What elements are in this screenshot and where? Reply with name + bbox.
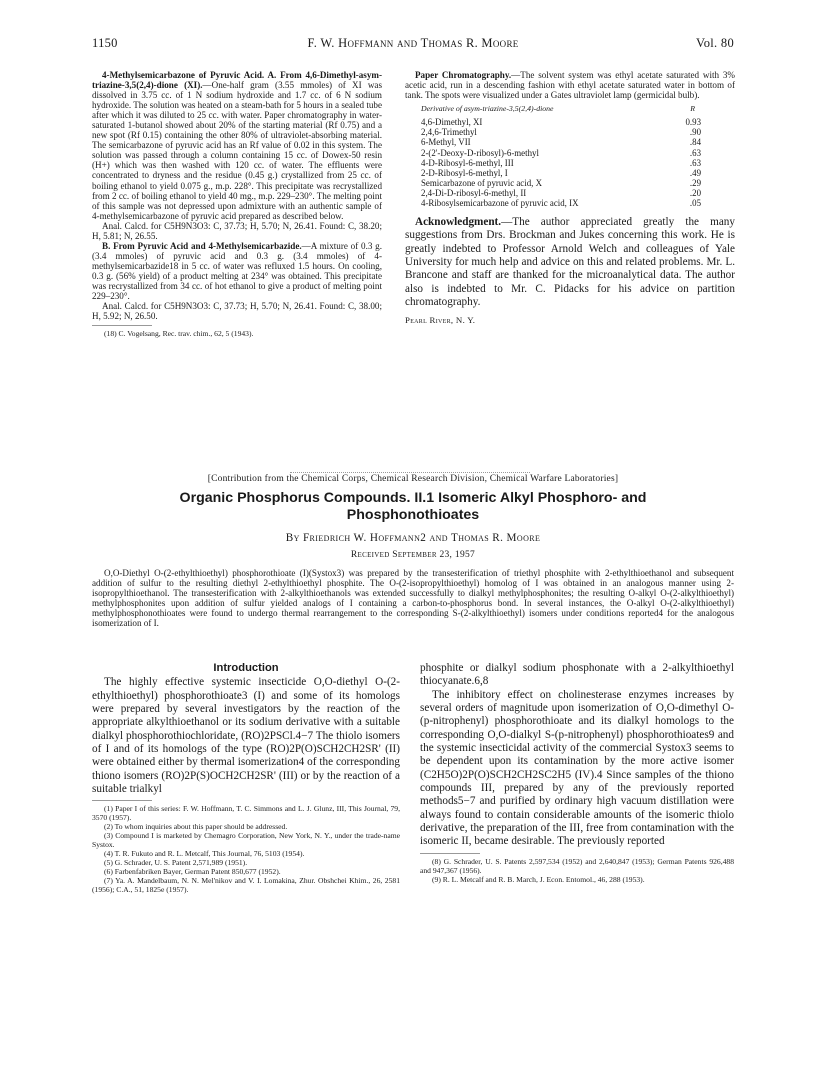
rf-table-row [405, 137, 735, 147]
rf-value: .63 [689, 147, 701, 158]
ack-text: —The author appreciated greatly the many suggestions from Drs. Brockman and Jukes concerning this work. He is greatly indebted to Professor Arnold Welch and colleagues of Yale University for much help and advice on this and related problems. Mr. L. Brancone and staff are thanked for the microanalytical data. The author also is indebted to Mr. C. Pidacks for his advice on partition chromatography. [405, 216, 735, 308]
introduction-heading: Introduction [213, 662, 279, 674]
rf-table-row [405, 117, 735, 127]
article-title-line1: Organic Phosphorus Compounds. II.1 Isomeric Alkyl Phosphoro- and [179, 490, 647, 506]
anal-a: Anal. Calcd. for C5H9N3O3: C, 37.73; H, 5.70; N, 26.41. Found: C, 38.20; H, 5.81; N, 26.55. [92, 220, 382, 241]
intro-right-paragraph-1: phosphite or dialkyl sodium phosphonate with a 2-alkylthioethyl thiocyanate.6,8 [420, 662, 734, 688]
article-authors: By Friedrich W. Hoffmann2 and Thomas R. Moore [285, 532, 541, 544]
rf-compound-name: 2-(2'-Deoxy-D-ribosyl)-6-methyl [421, 147, 539, 158]
paper-chrom-text: —The solvent system was ethyl acetate saturated with 3% acetic acid, run in a descending fashion with ethyl acetate saturated water in bottom of tank. The spots were visualized under a Gates ultraviolet lamp (germicidal bulb). [405, 70, 735, 101]
previous-article-right-column [405, 70, 735, 325]
previous-article-left-column [92, 70, 382, 338]
footnote-rule-left [92, 800, 152, 801]
footnote: (9) R. L. Metcalf and R. B. March, J. Econ. Entomol., 46, 288 (1953). [432, 874, 645, 884]
rf-table-row [405, 198, 735, 208]
rf-table [405, 104, 735, 208]
rf-table-header-rf: R [690, 104, 695, 114]
received-date: Received September 23, 1957 [350, 550, 476, 560]
intro-left-paragraph: The highly effective systemic insecticide O,O-diethyl O-(2-ethylthioethyl) phosphorothioate3 (I) and some of its homologs were prepared by several investigators by the reaction of the appropriate alkylthioethanol or its sodium derivative with a suitable dialkyl phosphorothiochloridate, (RO)2PSCl.4−7 The thiolo isomers of I and of its homologs of the type (RO)2P(O)SCH2CH2SR' (II) were obtained either by thermal isomerization4 of the corresponding thiono isomers (RO)2P(S)OCH2CH2SR' (III) or by the reaction of a suitable trialkyl [92, 676, 400, 796]
rf-value: .90 [689, 127, 701, 138]
section-a-text: —One-half gram (3.55 mmoles) of XI was dissolved in 3.75 cc. of 1 N sodium hydroxide and 1.7 cc. of 6 N sodium hydroxide. The solution was heated on a steam-bath for 5 hours in a sealed tube after which it was diluted to 25 cc. with water. Paper chromatography in water-saturated 1-butanol showed about 20% of the starting material (Rf 0.75) and a new spot (Rf 0.15) containing the other 80% of ultraviolet-absorbing material. The semicarbazone of pyruvic acid has an Rf value of 0.02 in this system. The solution was passed through a column containing 15 cc. of Dowex-50 resin (H+) which was then washed with 120 cc. of water. The effluents were concentrated to dryness and the residue (0.45 g.) crystallized from 25 cc. of boiling ethanol to yield 0.075 g., m.p. 228°. This precipitate was recrystallized from 2 cc. of boiling ethanol to yield 40 mg., m.p. 229–230°. The melting point of this sample was not depressed upon admixture with an authentic sample of 4-methylsemicarbazone of pyruvic acid prepared as described below. [92, 80, 382, 221]
article-title-line2: Phosphonothioates [346, 507, 480, 523]
footnote-rule-right [420, 853, 480, 854]
footnote: (4) T. R. Fukuto and R. L. Metcalf, This Journal, 76, 5103 (1954). [104, 849, 305, 859]
footnote: (2) To whom inquiries about this paper should be addressed. [104, 822, 288, 832]
contribution-line: [Contribution from the Chemical Corps, Chemical Research Division, Chemical Warfare Laboratories] [207, 474, 619, 484]
footnote: (6) Farbenfabriken Bayer, German Patent 850,677 (1952). [104, 867, 281, 877]
ack-title: Acknowledgment. [415, 216, 502, 229]
rf-table-row [405, 168, 735, 178]
section-b-title: B. From Pyruvic Acid and 4-Methylsemicarbazide. [102, 240, 302, 251]
article-title [92, 490, 734, 524]
rf-compound-name: 4-D-Ribosyl-6-methyl, III [421, 157, 514, 168]
abstract [92, 568, 734, 629]
author-address: Pearl River, N. Y. [405, 315, 476, 326]
introduction-right-column [420, 662, 734, 884]
rf-compound-name: 4,6-Dimethyl, XI [421, 117, 483, 128]
rf-value: .29 [689, 177, 701, 188]
rf-value: 0.93 [685, 117, 701, 128]
rf-value: .05 [689, 197, 701, 208]
intro-right-paragraph-2: The inhibitory effect on cholinesterase enzymes increases by several orders of magnitude upon isomerization of O,O-dimethyl O-(p-nitrophenyl) phosphorothioate and its dialkyl homologs to the corresponding O,O-dialkyl S-(p-nitrophenyl) phosphorothioates9 and the systemic insecticidal activity of the commercial Systox3 seems to be dependent upon its contamination by the more active isomer (C2H5O)2P(O)SCH2CH2SC2H5 (IV).4 Since samples of the thiono compounds III, prepared by any of the previously reported methods5−7 and purified by ordinary high vacuum distillation were always found to contain considerable amounts of the isomeric thiolo derivative, the preparation of the III, free from contamination with the isomeric II, became desirable. The previously reported [420, 688, 734, 848]
acknowledgment [405, 216, 735, 309]
page-number: 1150 [92, 36, 118, 50]
paper-chrom-title: Paper Chromatography. [415, 70, 512, 80]
footnote-18: (18) C. Vogelsang, Rec. trav. chim., 62, 5 (1943). [104, 329, 254, 339]
rf-value: .84 [689, 137, 701, 148]
rf-compound-name: 2,4-Di-D-ribosyl-6-methyl, II [421, 187, 527, 198]
footnote: (8) G. Schrader, U. S. Patents 2,597,534 (1952) and 2,640,847 (1953); German Patents 926,488 and 947,367 (1956). [420, 856, 734, 875]
rf-table-row [405, 178, 735, 188]
anal-b: Anal. Calcd. for C5H9N3O3: C, 37.73; H, 5.70; N, 26.41. Found: C, 38.00; H, 5.92; N, 26.50. [92, 301, 382, 322]
rf-compound-name: 2-D-Ribosyl-6-methyl, I [421, 167, 508, 178]
footnotes-right [420, 857, 734, 884]
footnote-rule [92, 325, 152, 326]
article-divider [290, 472, 530, 473]
rf-table-row [405, 148, 735, 158]
rf-table-row [405, 127, 735, 137]
introduction-left-column [92, 662, 400, 894]
running-title: F. W. Hoffmann and Thomas R. Moore [307, 36, 519, 50]
footnotes-left [92, 804, 400, 894]
rf-table-row [405, 188, 735, 198]
rf-compound-name: 4-Ribosylsemicarbazone of pyruvic acid, IX [421, 197, 579, 208]
rf-value: .49 [689, 167, 701, 178]
section-b-text: —A mixture of 0.3 g. (3.4 mmoles) of pyruvic acid and 0.3 g. (3.4 mmoles) of 4-methylsemicarbazide18 in 5 cc. of water was refluxed 1.5 hours. On cooling, 0.3 g. (56% yield) of a product melting at 234° was obtained. This precipitate was recrystallized from 34 cc. of hot ethanol to give a product of melting point 229–230°. [92, 240, 382, 302]
rf-value: .20 [689, 187, 701, 198]
footnote: (5) G. Schrader, U. S. Patent 2,571,989 (1951). [104, 858, 248, 868]
rf-compound-name: 6-Methyl, VII [421, 137, 471, 148]
rf-value: .63 [689, 157, 701, 168]
rf-table-row [405, 158, 735, 168]
rf-compound-name: 2,4,6-Trimethyl [421, 127, 477, 138]
footnote: (7) Ya. A. Mandelbaum, N. N. Mel'nikov and V. I. Lomakina, Zhur. Obshchei Khim., 26, 2581 (1956); C.A., 51, 1825e (1957). [92, 876, 400, 895]
volume-label: Vol. 80 [696, 36, 734, 50]
section-a-title: 4-Methylsemicarbazone of Pyruvic Acid. A. From 4,6-Dimethyl-asym-triazine-3,5(2,4)-dione (XI). [92, 70, 382, 91]
running-header [92, 36, 734, 56]
footnote: (1) Paper I of this series: F. W. Hoffmann, T. C. Simmons and L. J. Glunz, III, This Journal, 79, 3570 (1957). [92, 804, 400, 823]
rf-table-body [405, 117, 735, 208]
rf-table-header-compound: Derivative of asym-triazine-3,5(2,4)-dione [421, 104, 554, 114]
rf-compound-name: Semicarbazone of pyruvic acid, X [421, 177, 542, 188]
footnote: (3) Compound I is marketed by Chemagro Corporation, New York, N. Y., under the trade-name Systox. [92, 831, 400, 850]
abstract-text: O,O-Diethyl O-(2-ethylthioethyl) phosphorothioate (I)(Systox3) was prepared by the transesterification of triethyl phosphite with 2-ethylthioethanol and subsequent addition of sulfur to the resulting diethyl 2-ethylthioethyl phosphite. The O-(2-isopropylthioethyl) homolog of I was obtained in an analogous manner using 2-isopropylthioethanol. The transesterification with 2-alkylthioethanols was extended successfully to dialkyl methylphosphonites; the resulting O-alkyl O-(2-alkylthioethyl) methylphosphonites upon addition of sulfur yielded analogs of I containing a carbon-to-phosphorus bond. In several instances, the O-alkyl O-(2-alkylthioethyl) methylphosphonothioates were found to undergo thermal rearrangement to the corresponding S-(2-alkylthioethyl) isomers under conditions reported4 for the analogous isomerization of I. [92, 568, 734, 629]
